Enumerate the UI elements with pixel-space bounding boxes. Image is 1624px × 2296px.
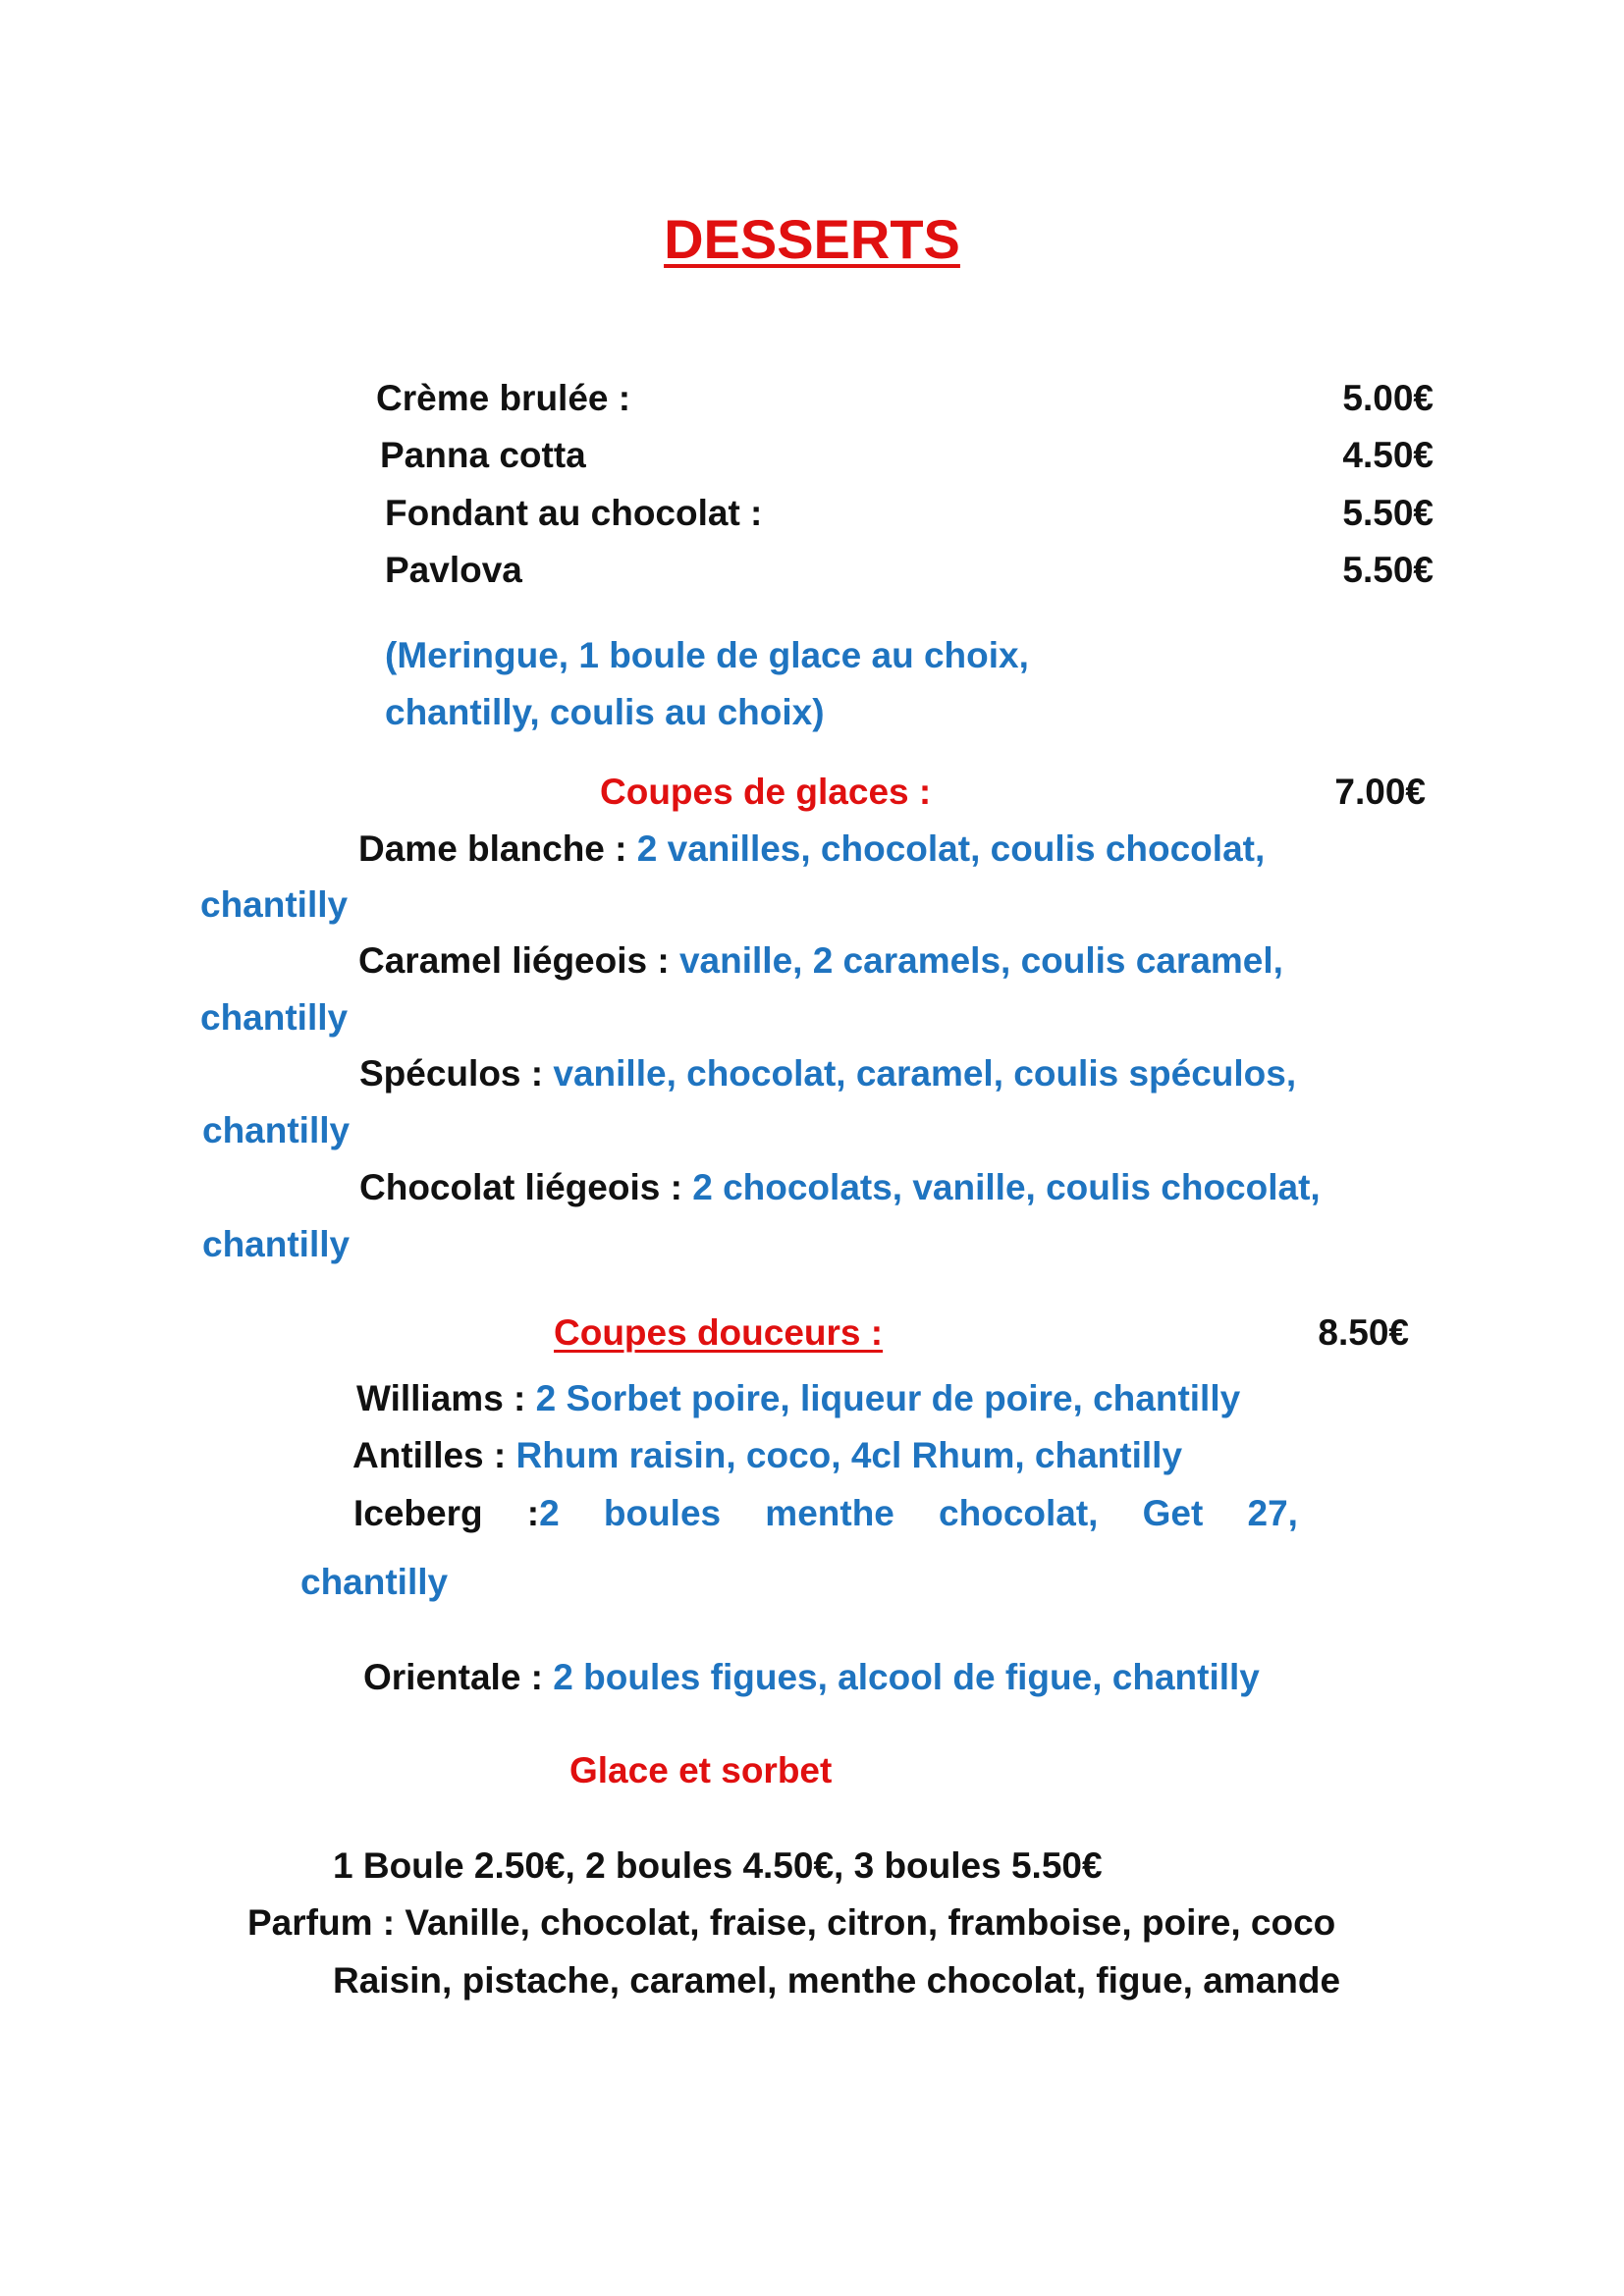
dessert-price-panna-cotta: 4.50€: [1342, 435, 1434, 475]
coupe-dame-blanche: [358, 828, 1265, 871]
douceur-iceberg: [353, 1492, 1298, 1535]
iceberg-word: boules: [603, 1493, 722, 1533]
dessert-name-panna-cotta: Panna cotta: [380, 435, 586, 475]
pavlova-note-line2: chantilly, coulis au choix): [385, 692, 825, 732]
dessert-name-pavlova: Pavlova: [385, 550, 522, 590]
iceberg-word: Get: [1142, 1493, 1204, 1533]
douceur-iceberg-cont: chantilly: [300, 1562, 449, 1602]
coupe-item-desc: vanille, 2 caramels, coulis caramel,: [678, 940, 1283, 981]
douceur-item-name: Antilles :: [352, 1435, 516, 1475]
douceur-item-name: Williams :: [356, 1378, 536, 1418]
coupe-item-name: Caramel liégeois :: [358, 940, 679, 981]
iceberg-word: 27,: [1247, 1493, 1298, 1533]
coupes-glaces-heading: Coupes de glaces :: [600, 772, 932, 812]
coupe-speculos-cont: chantilly: [202, 1110, 351, 1150]
iceberg-sep: :: [526, 1493, 540, 1533]
coupes-glaces-price: 7.00€: [1334, 772, 1426, 812]
coupe-item-desc: 2 vanilles, chocolat, coulis chocolat,: [636, 828, 1266, 869]
douceur-item-desc: 2 boules figues, alcool de figue, chantilly: [553, 1657, 1260, 1697]
glace-sorbet-heading: Glace et sorbet: [569, 1750, 833, 1790]
douceur-item-desc: Rhum raisin, coco, 4cl Rhum, chantilly: [515, 1435, 1183, 1475]
coupe-chocolat-liegeois-cont: chantilly: [202, 1224, 351, 1264]
douceur-orientale: [363, 1656, 1260, 1699]
coupe-speculos: [359, 1052, 1296, 1095]
glace-sorbet-parfums-1: Parfum : Vanille, chocolat, fraise, citron, framboise, poire, coco: [247, 1902, 1336, 1943]
dessert-name-fondant: Fondant au chocolat :: [385, 493, 763, 533]
coupe-caramel-liegeois: [358, 939, 1283, 983]
coupe-item-desc: vanille, chocolat, caramel, coulis spéculos,: [553, 1053, 1297, 1094]
page-title: DESSERTS: [664, 208, 960, 270]
dessert-price-creme-brulee: 5.00€: [1342, 378, 1434, 418]
coupes-douceurs-price: 8.50€: [1318, 1312, 1409, 1353]
pavlova-note-line1: (Meringue, 1 boule de glace au choix,: [385, 635, 1029, 675]
douceur-item-name: Orientale :: [363, 1657, 554, 1697]
glace-sorbet-parfums-2: Raisin, pistache, caramel, menthe chocolat, figue, amande: [333, 1960, 1341, 2001]
coupe-item-name: Chocolat liégeois :: [359, 1167, 693, 1207]
coupe-caramel-liegeois-cont: chantilly: [200, 997, 349, 1038]
iceberg-first: [527, 1492, 560, 1535]
iceberg-word: 2: [539, 1493, 560, 1533]
douceur-antilles: [352, 1434, 1182, 1477]
coupe-chocolat-liegeois: [359, 1166, 1321, 1209]
coupe-item-name: Dame blanche :: [358, 828, 637, 869]
coupe-item-name: Spéculos :: [359, 1053, 554, 1094]
coupe-dame-blanche-cont: chantilly: [200, 884, 349, 925]
dessert-name-creme-brulee: Crème brulée :: [376, 378, 631, 418]
douceur-item-desc: 2 Sorbet poire, liqueur de poire, chantilly: [535, 1378, 1241, 1418]
douceur-item-name: Iceberg: [353, 1493, 483, 1533]
coupes-douceurs-heading: Coupes douceurs :: [554, 1312, 884, 1353]
dessert-price-fondant: 5.50€: [1342, 493, 1434, 533]
iceberg-word: menthe: [765, 1493, 894, 1533]
glace-sorbet-prices: 1 Boule 2.50€, 2 boules 4.50€, 3 boules 5.50€: [333, 1845, 1103, 1886]
iceberg-word: chocolat,: [939, 1493, 1099, 1533]
douceur-williams: [356, 1377, 1240, 1420]
dessert-price-pavlova: 5.50€: [1342, 550, 1434, 590]
coupe-item-desc: 2 chocolats, vanille, coulis chocolat,: [692, 1167, 1321, 1207]
